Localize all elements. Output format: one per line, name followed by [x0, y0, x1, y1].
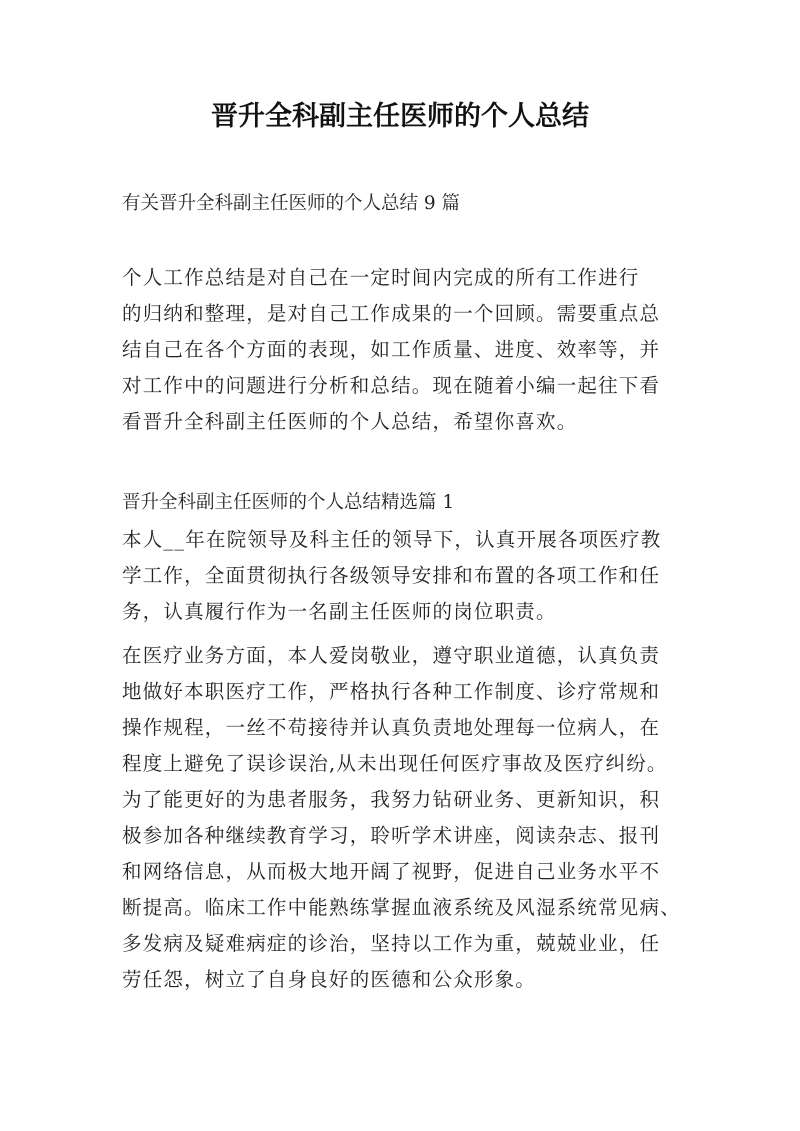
paragraph-line: 在医疗业务方面，本人爱岗敬业，遵守职业道德，认真负责 [122, 644, 661, 667]
body-paragraph-1 [122, 522, 682, 630]
paragraph-line: 务，认真履行作为一名副主任医师的岗位职责。 [122, 600, 557, 623]
intro-paragraph [122, 260, 682, 440]
paragraph-line: 断提高。临床工作中能熟练掌握血液系统及风湿系统常见病、 [122, 896, 681, 919]
paragraph-line: 地做好本职医疗工作，严格执行各种工作制度、诊疗常规和 [122, 680, 661, 703]
document-subtitle: 有关晋升全科副主任医师的个人总结 9 篇 [122, 193, 461, 214]
paragraph-line: 本人__年在院领导及科主任的领导下，认真开展各项医疗教 [122, 528, 662, 551]
paragraph-line: 个人工作总结是对自己在一定时间内完成的所有工作进行 [122, 266, 640, 289]
paragraph-line: 学工作，全面贯彻执行各级领导安排和布置的各项工作和任 [122, 564, 661, 587]
document-title: 晋升全科副主任医师的个人总结 [211, 101, 589, 132]
body-paragraph-2 [122, 638, 682, 998]
paragraph-line: 程度上避免了误诊误治,从未出现任何医疗事故及医疗纠纷。 [122, 752, 668, 775]
paragraph-line: 操作规程，一丝不苟接待并认真负责地处理每一位病人，在 [122, 716, 661, 739]
paragraph-line: 结自己在各个方面的表现，如工作质量、进度、效率等，并 [122, 338, 661, 361]
paragraph-line: 劳任怨，树立了自身良好的医德和公众形象。 [122, 968, 537, 991]
paragraph-line: 和网络信息，从而极大地开阔了视野，促进自己业务水平不 [122, 860, 661, 883]
paragraph-line: 的归纳和整理，是对自己工作成果的一个回顾。需要重点总 [122, 302, 661, 325]
paragraph-line: 极参加各种继续教育学习，聆听学术讲座，阅读杂志、报刊 [122, 824, 661, 847]
paragraph-line: 多发病及疑难病症的诊治，坚持以工作为重，兢兢业业，任 [122, 932, 661, 955]
paragraph-line: 看晋升全科副主任医师的个人总结，希望你喜欢。 [122, 410, 578, 433]
section-heading: 晋升全科副主任医师的个人总结精选篇 1 [122, 492, 455, 513]
paragraph-line: 对工作中的问题进行分析和总结。现在随着小编一起往下看 [122, 374, 661, 397]
paragraph-line: 为了能更好的为患者服务，我努力钻研业务、更新知识，积 [122, 788, 661, 811]
